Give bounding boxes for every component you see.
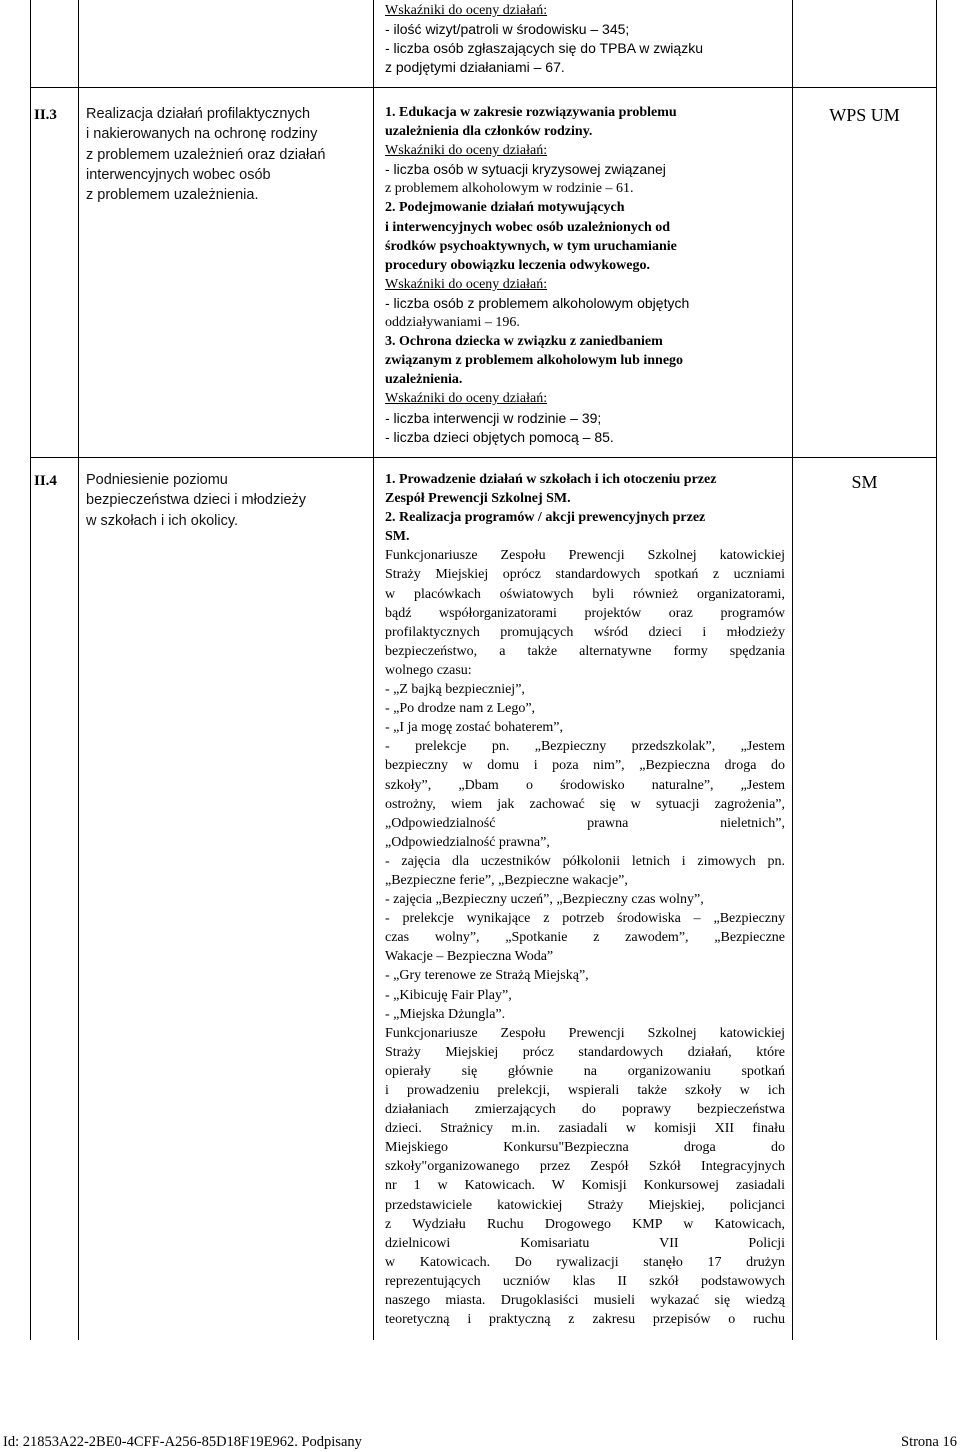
action-heading-line: uzależnienia dla członków rodziny. [385,124,593,140]
action-text-line: z problemem alkoholowym w rodzinie – 61. [385,181,634,197]
task-line: i nakierowanych na ochronę rodziny [86,126,318,143]
action-heading-line: środków psychoaktywnych, w tym uruchamianie [385,238,677,254]
action-text-line: - liczba interwencji w rodzinie – 39; [385,409,602,426]
task-line: w szkołach i ich okolicy. [86,512,239,529]
task-line: z problemem uzależnień oraz działań [86,146,326,163]
row-separator-2 [30,457,937,458]
responsible-unit: SM [851,472,878,492]
indicators-heading: Wskaźniki do oceny działań: [385,276,548,292]
action-text-line: - „I ja mogę zostać bohaterem”, [385,720,564,736]
task-line: Realizacja działań profilaktycznych [86,106,311,122]
action-heading-line: 2. Realizacja programów / akcji prewencyjnych przez [385,510,706,526]
action-text-line: dzielnicowi Komisariatu VII Policji [385,1235,785,1251]
action-heading-line: Zespół Prewencji Szkolnej SM. [385,491,571,507]
action-text-line: „Odpowiedzialność prawna nieletnich”, [385,815,785,831]
action-text-line: Straży Miejskiej prócz standardowych działań, które [385,1044,785,1060]
action-heading-line: SM. [385,529,410,545]
action-heading-line: 1. Edukacja w zakresie rozwiązywania problemu [385,105,677,120]
indicator-line: - liczba osób zgłaszających się do TPBA w związku [385,40,703,57]
indicators-heading: Wskaźniki do oceny działań: [385,391,548,407]
indicator-line: - ilość wizyt/patroli w środowisku – 345; [385,21,630,38]
action-text-line: działaniach zmierzających do poprawy bezpieczeństwa [385,1102,785,1118]
action-text-line: - „Kibicuję Fair Play”, [385,987,512,1003]
action-text-line: bezpieczny w domu i poza nim”, „Bezpieczna droga do [385,758,785,774]
footer-page-number: Strona 16 [901,1434,957,1450]
action-text-line: Miejskiego Konkursu"Bezpieczna droga do [385,1140,785,1156]
action-text-line: z Wydziału Ruchu Drogowego KMP w Katowicach, [385,1216,785,1232]
action-text-line: Straży Miejskiej oprócz standardowych spotkań z uczniami [385,567,785,583]
indicators-heading: Wskaźniki do oceny działań: [385,143,548,159]
action-text-line: w placówkach oświatowych byli również organizatorami, [385,586,785,602]
action-text-line: oddziaływaniami – 196. [385,315,520,331]
table-border-right [936,0,937,1340]
action-text-line: ostrożny, wiem jak zachować się w sytuacji zagrożenia”, [385,796,785,812]
task-line: z problemem uzależnienia. [86,187,259,204]
action-heading-line: 3. Ochrona dziecka w związku z zaniedbaniem [385,334,663,350]
row-number: II.4 [34,473,57,489]
action-heading-line: 1. Prowadzenie działań w szkołach i ich otoczeniu przez [385,472,717,487]
action-text-line: - „Gry terenowe ze Strażą Miejską”, [385,968,589,984]
action-text-line: czas wolny”, „Spotkanie z zawodem”, „Bezpieczne [385,930,785,946]
action-heading-line: związanym z problemem alkoholowym lub innego [385,353,684,369]
action-text-line: Funkcjonariusze Zespołu Prewencji Szkolnej katowickiej [385,548,785,564]
responsible-unit: WPS UM [829,105,900,125]
action-text-line: szkoły”, „Dbam o środowisko naturalne”, „Jestem [385,777,785,793]
action-text-line: - prelekcje pn. „Bezpieczny przedszkolak”, „Jestem [385,739,785,755]
table-border-left [30,0,31,1340]
actions-column [385,103,785,447]
action-text-line: - liczba osób w sytuacji kryzysowej związanej [385,161,666,178]
actions-column [385,470,785,1329]
action-text-line: - „Z bajką bezpieczniej”, [385,682,525,698]
task-line: Podniesienie poziomu [86,472,228,488]
row-number: II.3 [34,107,57,123]
action-heading-line: procedury obowiązku leczenia odwykowego. [385,257,650,273]
action-heading-line: i interwencyjnych wobec osób uzależnionych od [385,219,671,235]
footer-document-id: Id: 21853A22-2BE0-4CFF-A256-85D18F19E962. Podpisany [3,1434,362,1450]
action-heading-line: uzależnienia. [385,372,463,388]
action-text-line: - zajęcia dla uczestników półkolonii letnich i zimowych pn. [385,853,785,869]
action-text-line: - liczba osób z problemem alkoholowym objętych [385,294,690,311]
action-text-line: Funkcjonariusze Zespołu Prewencji Szkolnej katowickiej [385,1025,785,1041]
action-text-line: i prowadzeniu prelekcji, wspierali także szkoły w ich [385,1083,785,1098]
action-heading-line: 2. Podejmowanie działań motywujących [385,200,625,216]
table-border-col2 [373,0,374,1340]
action-text-line: „Bezpieczne ferie”, „Bezpieczne wakacje”, [385,872,628,888]
action-text-line: profilaktycznych promujących wśród dzieci i młodzieży [385,624,785,640]
indicator-line: z podjętymi działaniami – 67. [385,59,565,76]
action-text-line: „Odpowiedzialność prawna”, [385,834,550,850]
action-text-line: przedstawiciele katowickiej Straży Miejskiej, policjanci [385,1197,785,1213]
action-text-line: teoretyczną i praktyczną z zakresu przepisów o ruchu [385,1312,785,1328]
action-text-line: reprezentujących uczniów klas II szkół podstawowych [385,1273,785,1289]
action-text-line: opierały się głównie na organizowaniu spotkań [385,1063,785,1079]
action-text-line: naszego miasta. Drugoklasiści musieli wykazać się wiedzą [385,1293,785,1309]
action-text-line: w Katowicach. Do rywalizacji stanęło 17 drużyn [385,1254,785,1270]
row-separator-1 [30,87,937,88]
top-indicators-block [385,1,785,77]
action-text-line: bądź współorganizatorami projektów oraz programów [385,605,785,621]
task-description [86,470,370,531]
task-line: bezpieczeństwa dzieci i młodzieży [86,492,307,509]
action-text-line: - zajęcia „Bezpieczny uczeń”, „Bezpieczny czas wolny”, [385,892,704,908]
action-text-line: - „Miejska Dżungla”. [385,1006,506,1022]
indicators-heading: Wskaźniki do oceny działań: [385,3,548,18]
table-border-col1 [78,0,79,1340]
action-text-line: - „Po drodze nam z Lego”, [385,701,536,717]
action-text-line: szkoły"organizowanego przez Zespół Szkół Integracyjnych [385,1159,785,1175]
action-text-line: Wakacje – Bezpieczna Woda” [385,949,554,965]
table-border-col3 [792,0,793,1340]
task-line: interwencyjnych wobec osób [86,166,271,183]
action-text-line: bezpieczeństwo, a także alternatywne formy spędzania [385,643,785,659]
action-text-line: - liczba dzieci objętych pomocą – 85. [385,428,614,445]
action-text-line: nr 1 w Katowicach. W Komisji Konkursowej zasiadali [385,1178,785,1194]
task-description [86,104,370,205]
action-text-line: wolnego czasu: [385,662,472,678]
action-text-line: - prelekcje wynikające z potrzeb środowiska – „Bezpieczny [385,911,785,927]
action-text-line: dzieci. Strażnicy m.in. zasiadali w komisji XII finału [385,1121,785,1137]
